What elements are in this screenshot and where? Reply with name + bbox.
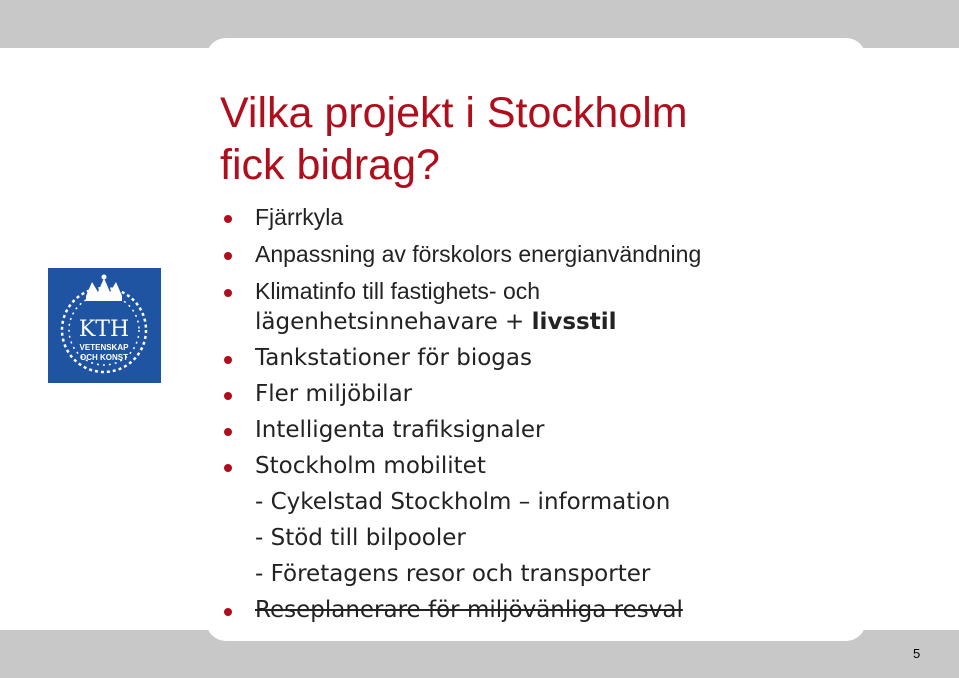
sub-item: - Stöd till bilpooler [255,525,466,551]
logo-line1-text: VETENSKAP [79,343,129,352]
bullet-bold-text: livsstil [531,309,617,335]
title-line-2: fick bidrag? [220,141,440,189]
bullet-item: Stockholm mobilitet [255,453,486,479]
title-line-1: Vilka projekt i Stockholm [220,89,688,137]
page-number: 5 [913,646,921,661]
bullet-item: Intelligenta trafiksignaler [255,417,545,443]
logo-kth-text: KTH [78,317,130,342]
bullet-item: Klimatinfo till fastighets- och [255,278,541,304]
bullet-item: Anpassning av förskolors energianvändning [255,241,702,267]
sub-item: - Cykelstad Stockholm – information [255,489,671,515]
bullet-item: Tankstationer för biogas [255,345,532,371]
bullet-item-continuation [255,309,617,335]
bullet-continuation-text: lägenhetsinnehavare + [255,309,532,335]
struck-bullet-item: Reseplanerare för miljövänliga resval [255,597,683,623]
bullet-item: Fjärrkyla [255,204,344,230]
logo-line2-text: OCH KONST [80,353,128,362]
bullet-item: Fler miljöbilar [255,381,413,407]
sub-item: - Företagens resor och transporter [255,561,651,587]
